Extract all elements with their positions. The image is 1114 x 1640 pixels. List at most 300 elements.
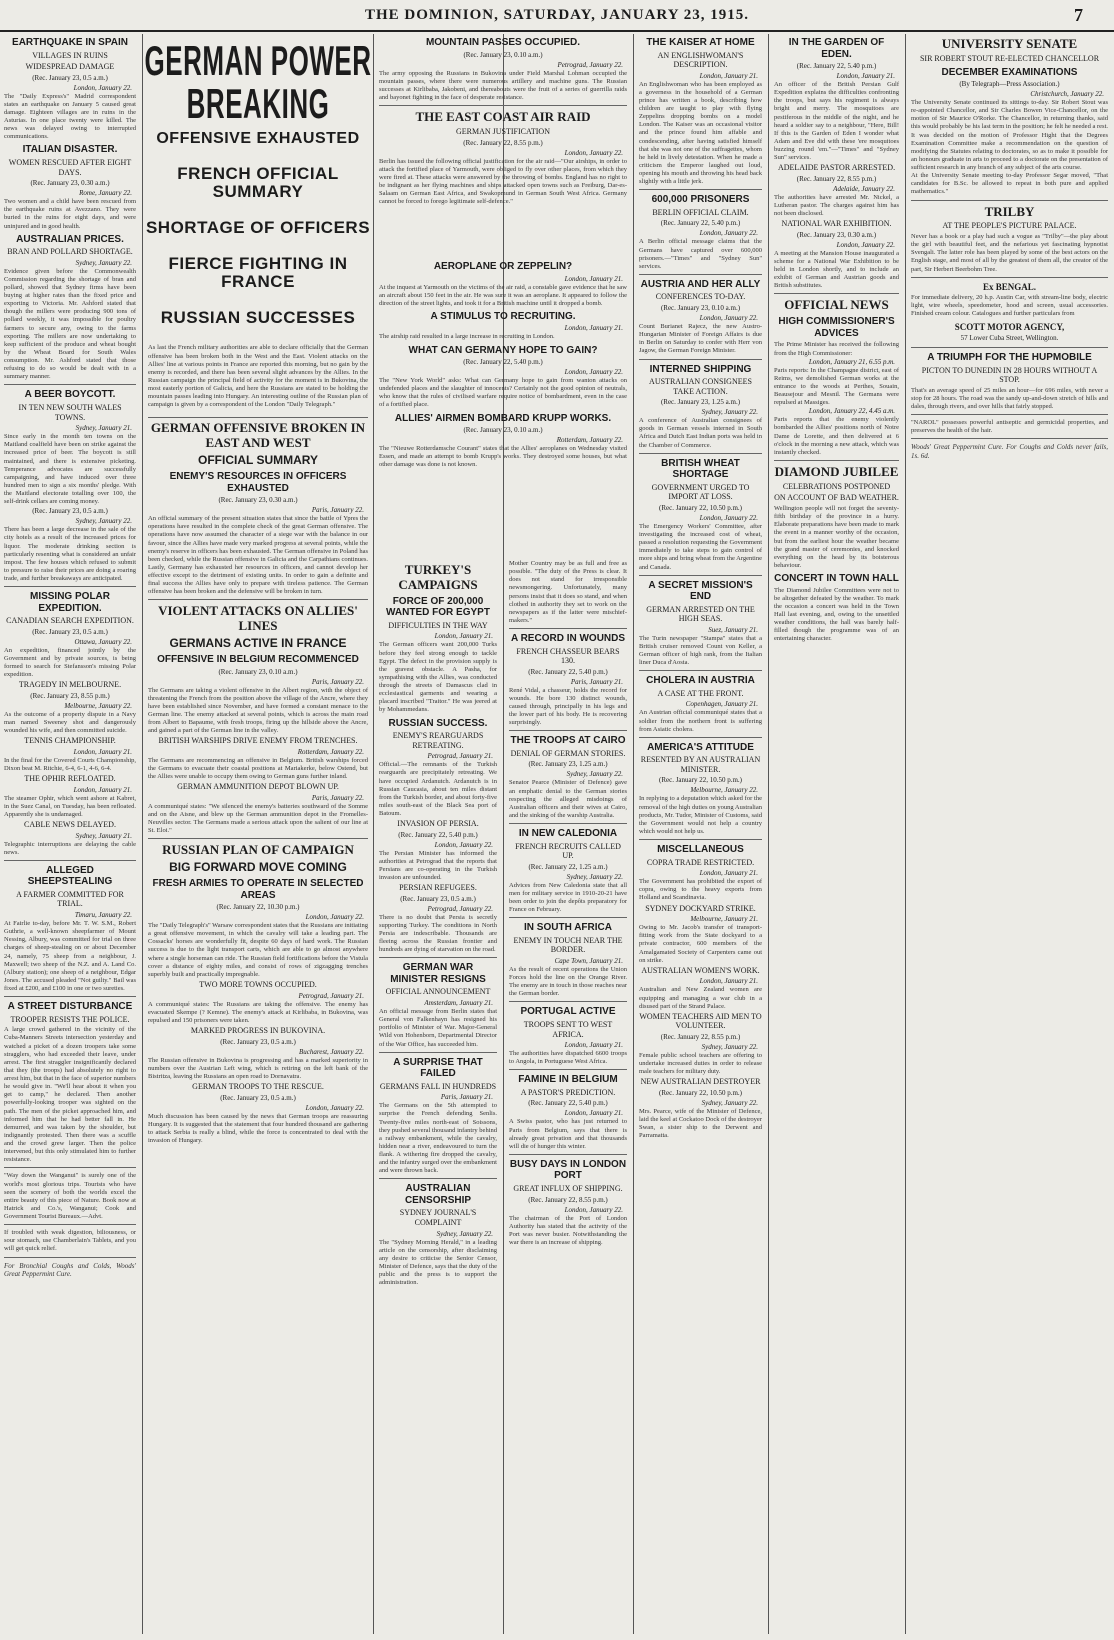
headline: MOUNTAIN PASSES OCCUPIED. xyxy=(425,37,581,48)
subheadline: OFFICIAL SUMMARY xyxy=(198,453,318,468)
article-body: Female public school teachers are offering to undertake increased duties in order to release male teachers for military duty. xyxy=(639,1051,764,1076)
article-body: At the University Senate meeting to-day Professor Segar moved, "That candidates for B.Sc. be allowed to repeat in both pure and applied mathematics." xyxy=(911,172,1110,196)
received-line: (Rec. January 23, 0.5 a.m.) xyxy=(400,894,476,903)
received-line: (Rec. January 22, 10.50 p.m.) xyxy=(658,503,742,512)
received-line: (Rec. January 22, 10.50 p.m.) xyxy=(658,776,742,785)
subheadline: PERSIAN REFUGEES. xyxy=(399,883,477,893)
headline: 600,000 PRISONERS xyxy=(651,194,750,206)
subheadline: TROOPER RESISTS THE POLICE. xyxy=(10,1014,130,1024)
article-body: The authorities have dispatched 6600 troops to Angola, in Portuguese West Africa. xyxy=(509,1050,629,1066)
column-3a xyxy=(375,560,501,1634)
subheadline: GERMANS ACTIVE IN FRANCE xyxy=(169,636,347,651)
headline: THE KAISER AT HOME xyxy=(646,37,755,48)
received-line: (Rec. January 23, 0.5 a.m.) xyxy=(32,73,108,82)
subheadline: AT THE PEOPLE'S PICTURE PALACE. xyxy=(942,221,1077,231)
headline: THE EAST COAST AIR RAID xyxy=(415,109,591,124)
column-3-mid xyxy=(375,258,631,558)
subheadline: CELEBRATIONS POSTPONED xyxy=(782,481,891,491)
article xyxy=(148,604,368,839)
subheadline: AN ENGLISHWOMAN'S DESCRIPTION. xyxy=(657,50,744,70)
received-line: (Rec. January 22, 8.55 p.m.) xyxy=(660,1032,741,1041)
article-body: Mrs. Pearce, wife of the Minister of Defence, laid the keel at Cockatoo Dock of the destroyer Swan, a sister ship to the Derwent and Parramatta. xyxy=(639,1107,764,1140)
article-body: The Prime Minister has received the following from the High Commissioner: xyxy=(774,341,901,357)
received-line: (Rec. January 22, 5.40 p.m.) xyxy=(660,219,741,228)
column-4 xyxy=(635,34,766,1634)
dateline: Melbourne, January 22. xyxy=(64,701,132,710)
subheadline: TWO MORE TOWNS OCCUPIED. xyxy=(199,979,317,989)
article-body: The airship raid resulted in a large increase in recruiting in London. xyxy=(379,333,555,341)
article-body: Owing to Mr. Jacob's transfer of transport-fitting work from the State dockyard to a private contractor, 600 members of the Amalgamated Society of Carpenters came out on strike. xyxy=(639,924,764,964)
headline: AUSTRIA AND HER ALLY xyxy=(640,278,761,290)
received-line: (Rec. January 22, 5.40 p.m.) xyxy=(463,358,543,366)
received-line: (Rec. January 23, 0.5 a.m.) xyxy=(220,1037,296,1046)
article-body: Official.—The remnants of the Turkish rearguards are precipitately retreating. We have occupied Ardanutch. Ardanutch is in Russian Caucasia, about ten miles distant from the Turkish border, and about forty-five miles south-east of the Black Sea port of Batoum. xyxy=(379,761,499,818)
subheadline: SYDNEY DOCKYARD STRIKE. xyxy=(645,903,756,913)
dateline: Rotterdam, January 22. xyxy=(297,747,364,756)
headline: GERMAN WAR MINISTER RESIGNS xyxy=(390,962,486,985)
headline: CHOLERA IN AUSTRIA xyxy=(646,675,755,687)
article-body: A Berlin official message claims that the Germans have captured over 600,000 prisoners.—"Times" and "Sydney Sun" services. xyxy=(639,238,764,270)
subheadline: DECEMBER EXAMINATIONS xyxy=(941,66,1078,78)
dateline: London, January 21. xyxy=(434,632,493,641)
headline: ALLIES' AIRMEN BOMBARD KRUPP WORKS. xyxy=(394,412,612,424)
article-body: An expedition, financed jointly by the Government and by private sources, is being formed to search for Stefansson's missing Polar expedition. xyxy=(4,646,138,679)
headline: EARTHQUAKE IN SPAIN xyxy=(12,37,128,48)
article xyxy=(509,1074,627,1155)
subheadline: MARKED PROGRESS IN BUKOVINA. xyxy=(190,1025,326,1035)
article xyxy=(4,865,136,997)
received-line: (Rec. January 23, 0.30 a.m.) xyxy=(218,496,298,505)
subheadline: BIG FORWARD MOVE COMING xyxy=(169,860,347,875)
advert-firm: SCOTT MOTOR AGENCY, xyxy=(954,322,1065,333)
advert-heading: A TRIUMPH FOR THE HUPMOBILE xyxy=(927,352,1092,364)
article-body: Paris reports: In the Champagne district, east of Reims, we demolished German works at the entrance to the woods at Perthes, Souain, Beausejour and Mesnil. The Germans were repulsed at Massiges. xyxy=(774,366,901,407)
article-body: The "Daily Telegraph's" Warsaw correspondent states that the Russians are initiating a great offensive movement, in which the cavalry will take a leading part. The Cossacks' horses are wonderfully fit, despite 60 days of hard work. The Russian success is due to the light transport carts, which are able to go almost anywhere where a single horseman can ride. The Russian field fortifications before the Vistula cover a distance of eighty miles, and consist of rows of zigzagging trenches superbly built and practically impregnable. xyxy=(148,922,370,978)
advertisement xyxy=(4,1229,136,1257)
article xyxy=(639,675,762,737)
received-line: (Rec. January 22, 10.30 p.m.) xyxy=(216,903,300,912)
dateline: London, January 22. xyxy=(564,148,623,157)
headline: RUSSIAN PLAN OF CAMPAIGN xyxy=(162,842,354,858)
received-line: (Rec. January 22, 8.55 p.m.) xyxy=(528,1195,608,1204)
received-line: (Rec. January 22, 5.40 p.m.) xyxy=(398,830,478,839)
dateline: London, January 22. xyxy=(699,314,758,322)
masthead-title: THE DOMINION, SATURDAY, JANUARY 23, 1915. xyxy=(365,7,749,23)
column-rule xyxy=(142,34,143,1634)
received-line: (Rec. January 23, 0.5 a.m.) xyxy=(32,507,108,516)
dateline: London, January 22. xyxy=(699,513,758,522)
advert-text: For Bronchial Coughs and Colds, Woods' Great Peppermint Cure. xyxy=(4,1261,138,1279)
headline: IN THE GARDEN OF EDEN. xyxy=(788,37,885,60)
dateline: London, January 21, 6.55 p.m. xyxy=(808,357,895,366)
subheadline: DIFFICULTIES IN THE WAY xyxy=(388,620,488,630)
advertisement xyxy=(911,443,1108,464)
dateline: London, January 21. xyxy=(699,869,758,878)
deck-headline: OFFENSIVE EXHAUSTED xyxy=(156,129,360,147)
article-body: A meeting at the Mansion House inaugurated a scheme for a National War Exhibition to be held in London shortly, and to include an exhibit of German and Austrian goods and British substitutes. xyxy=(774,249,901,290)
dateline: Rome, January 22. xyxy=(79,189,132,198)
article-body: The "Nieuwe Rotterdamsche Courant" states that the Allies' aeroplanes on Wednesday visited Essen, and made an attempt to bomb Krupp's works. They destroyed some houses, but what other damage was done is not known. xyxy=(379,445,629,469)
dateline: Sydney, January 22. xyxy=(701,408,758,417)
dateline: Cape Town, January 21. xyxy=(554,956,623,965)
article xyxy=(509,1006,627,1070)
dateline: London, January 21. xyxy=(699,977,758,986)
headline: A STIMULUS TO RECRUITING. xyxy=(430,310,576,322)
article xyxy=(509,633,627,731)
article xyxy=(379,37,627,106)
article xyxy=(639,580,762,672)
dateline: Sydney, January 22. xyxy=(566,872,623,881)
headline: UNIVERSITY SENATE xyxy=(941,36,1078,51)
article-body: As the result of recent operations the Union Forces hold the line on the Orange River. The enemy are in touch in those reaches near the German border. xyxy=(509,965,629,998)
advertisement xyxy=(911,419,1108,439)
article-body: An officer of the British Persian Gulf Expedition explains the difficulties confronting the troops, but says his regiment is always bright and merry. The mosquitoes are pestiferous in the middle of the night, and he heard a soldier say to a neighbour, "Here, Bill! If this is the Garden of Eden I wonder what Adam and Eve did with these 'ere mosquitoes buzzing round 'em."—"Times" and "Sydney Sun" services. xyxy=(774,81,901,162)
subheadline: SIR ROBERT STOUT RE-ELECTED CHANCELLOR xyxy=(919,53,1100,63)
dateline: Paris, January 22. xyxy=(311,793,364,802)
article-body: The "Sydney Morning Herald," in a leading article on the censorship, after disclaiming any desire to criticise the Senior Censor, Minister of Defence, says that the duty of the public and the press is to support the administration. xyxy=(379,1238,499,1287)
advert-text: For immediate delivery, 20 h.p. Austin Car, with stream-line body, electric light, wire wheels, speedometer, hood and screen, usual accessories. Finished cream colour. Catalogues and further particulars from xyxy=(911,293,1110,317)
received-line: (Rec. January 22, 10.50 p.m.) xyxy=(658,1088,742,1097)
article xyxy=(509,735,627,824)
article xyxy=(4,389,136,587)
subheadline: BRITISH WARSHIPS DRIVE ENEMY FROM TRENCHES. xyxy=(158,736,358,746)
headline: AUSTRALIAN CENSORSHIP xyxy=(404,1183,472,1206)
article xyxy=(639,742,762,840)
headline: BRITISH WHEAT SHORTAGE xyxy=(661,457,740,481)
dateline: Sydney, January 22. xyxy=(701,1098,758,1107)
headline: GERMAN OFFENSIVE BROKEN IN EAST AND WEST xyxy=(150,420,366,451)
subheadline: FRENCH RECRUITS CALLED UP. xyxy=(515,841,621,861)
subheadline: HIGH COMMISSIONER'S ADVICES xyxy=(778,316,895,339)
article-body: Mother Country may be as full and free as possible. "The duty of the Press is clear. It does not stand for irresponsible newsmongering. Unfortunately, many persons insist that it does so stand, and when clothed in authority they set to work on the newspapers as if the latter were mischief-makers." xyxy=(509,560,629,624)
subheadline: TRAGEDY IN MELBOURNE. xyxy=(18,680,122,690)
subheadline: OFFENSIVE IN BELGIUM RECOMMENCED xyxy=(157,654,359,666)
article-body: An Englishwoman who has been employed as a governess in the household of a German prince has written a book, describing how children are taught to play with flying Zeppelins dropping bombs on a model London. The Kaiser was an occasional visitor and the prince found him affable and condescending, after having satisfied himself that she was not one of the suffragettes, whom he held in lively detestation. When he made a criticism the Emperor laughed out loud, opening his mouth and throwing his head back slightly with a little jerk. xyxy=(639,80,764,186)
headline: AUSTRALIAN PRICES. xyxy=(16,233,124,245)
column-rule xyxy=(768,34,769,1634)
headline: MISSING POLAR EXPEDITION. xyxy=(29,591,110,614)
received-line: (Rec. January 23, 8.55 p.m.) xyxy=(30,691,110,700)
article xyxy=(509,828,627,918)
article xyxy=(509,560,627,629)
dateline: Paris, January 22. xyxy=(311,506,364,515)
headline: A STREET DISTURBANCE xyxy=(7,1001,133,1013)
subheadline: COPRA TRADE RESTRICTED. xyxy=(646,857,755,867)
intro-paragraph: As last the French military authorities are able to declare officially that the German offensive has been broken both in the West and the East. Violent attacks on the Allies' line at various points in France are reported this morning, but no gain by the enemy is recorded, and there has been several slight advances by the Allies. In the Russian campaign the principal field of activity for the moment is in Bukovina, the most easterly portion of Galicia, and here the Russians are stated to be holding the mountain passes leading into Hungary. An interesting outline of the Russian plan of campaign is given by a correspondent of the London "Daily Telegraph." xyxy=(148,344,370,409)
article xyxy=(379,1183,497,1290)
received-line: (Rec. January 23, 0.10 a.m.) xyxy=(463,426,543,434)
headline: IN SOUTH AFRICA xyxy=(524,922,612,934)
article-body: The Turin newspaper "Stampa" states that a British cruiser removed Count von Keller, a German officer of high rank, from the Italian liner Duca d'Aosta. xyxy=(639,634,764,667)
article-body: The "New York World" asks: What can Germany hope to gain from wanton attacks on undefended places and the slaughter of innocents? Certainly not the good opinion of neutrals, who know that the rules of civilised warfare require notice of bombardment, even in the case of a fortified place. xyxy=(379,377,629,409)
column-3-top xyxy=(375,34,631,254)
subheadline: AUSTRALIAN WOMEN'S WORK. xyxy=(641,965,760,975)
dateline: Copenhagen, January 21. xyxy=(685,700,758,709)
received-line: (Rec. January 22, 5.40 p.m.) xyxy=(528,667,608,676)
column-rule xyxy=(373,34,374,1634)
article xyxy=(148,417,368,600)
article-body: As the outcome of a property dispute in a Navy man named Sweeney shot and dangerously wounded his wife, and then committed suicide. xyxy=(4,710,138,735)
deck-headline: FIERCE FIGHTING IN FRANCE xyxy=(168,253,348,291)
subheadline: IN TEN NEW SOUTH WALES TOWNS. xyxy=(18,402,122,422)
article-body: The steamer Ophir, which went ashore at Kabret, in the Suez Canal, on Tuesday, has been refloated. Apparently she is undamaged. xyxy=(4,794,138,818)
dateline: London, January 21. xyxy=(564,1041,623,1050)
dateline: Sydney, January 22. xyxy=(75,258,132,267)
article-body: Australian and New Zealand women are equipping and managing a war club in a disused part of the Strand Palace. xyxy=(639,986,764,1010)
article xyxy=(379,1057,497,1180)
dateline: Petrograd, January 21. xyxy=(427,752,493,761)
headline: PORTUGAL ACTIVE xyxy=(520,1006,616,1018)
article-body: The German officers want 200,000 Turks before they feel strong enough to tackle Egypt. The defect in the provision supply is the gravest obstacle. A Pasha, for sympathising with the Allies, was conducted through the streets of Damascus clad in ecclesiastical garments and wearing a placard inscribed "Traitor." He was jeered at by Mohammedans. xyxy=(379,641,499,714)
advertisement xyxy=(4,1172,136,1225)
received-line: (Rec. January 22, 8.55 p.m.) xyxy=(796,174,877,183)
article xyxy=(911,205,1108,278)
dateline: Sydney, January 21. xyxy=(75,831,132,840)
headline: FAMINE IN BELGIUM xyxy=(518,1074,618,1086)
article-body: The Germans are taking a violent offensive in the Albert region, with the object of threatening the French from the position above the village of the Ancre, where they have been established since November, and have formed a constant menace to the German line. The enemy attacked at several points, which is across the main road from Albert to Bapaume, with fresh troops, firing up the hillside above the Ancre, and gained a part of the German line in the valley. xyxy=(148,686,370,735)
article-body: Since early in the month ten towns on the Maitland coalfield have been on strike against the increased price of beer. The boycott is still maintained, and there is extensive picketing. Temperance advocates are successfully campaigning, and have induced over three hundred men to sign a six months' pledge. With the Maitland electorate totalling over 100, the self-drink cellars are coming money. xyxy=(4,433,138,506)
headline: ITALIAN DISASTER. xyxy=(22,144,118,156)
subheadline: A FARMER COMMITTED FOR TRIAL. xyxy=(16,889,124,909)
dateline: Melbourne, January 21. xyxy=(690,915,758,924)
subheadline: CABLE NEWS DELAYED. xyxy=(24,820,116,830)
dateline: Sydney, January 21. xyxy=(75,424,132,433)
subheadline: RESENTED BY AN AUSTRALIAN MINISTER. xyxy=(640,755,761,774)
subheadline: GREAT INFLUX OF SHIPPING. xyxy=(513,1183,623,1193)
article-body: The authorities have arrested Mr. Nickel, a Lutheran pastor. The charges against him has not been disclosed. xyxy=(774,193,901,218)
article-body: Senator Pearce (Minister of Defence) gave an emphatic denial to the German stories respecting the alleged misdoings of Australian officers and their wives at Cairo, and the sinking of the warship Australia. xyxy=(509,779,629,819)
article xyxy=(379,563,497,958)
article xyxy=(911,37,1108,201)
subheadline: THE OPHIR REFLOATED. xyxy=(24,774,116,784)
subheadline: BERLIN OFFICIAL CLAIM. xyxy=(652,207,749,217)
article-body: Much discussion has been caused by the news that German troops are reassuring Hungary. It is suggested that the statement that four hundred thousand are gathering to attack Serbia is really a blind, while the force is concentrated to deal with the invasion of Hungary. xyxy=(148,1112,370,1144)
headline: CONCERT IN TOWN HALL xyxy=(774,573,899,584)
subheadline: FRESH ARMIES TO OPERATE IN SELECTED AREAS xyxy=(152,878,364,901)
headline: WHAT CAN GERMANY HOPE TO GAIN? xyxy=(408,344,598,356)
subheadline: NEW AUSTRALIAN DESTROYER xyxy=(640,1077,761,1087)
headline: TRILBY xyxy=(984,203,1035,219)
column-1 xyxy=(0,34,140,1634)
subheadline: SYDNEY JOURNAL'S COMPLAINT xyxy=(399,1208,477,1227)
article-body: The Russian offensive in Bukovina is progressing and has a marked superiority in numbers over the Austrian Left wing, which is retiring on the left bank of the Bistritza, leaving the Russians an open road to Dornavatra. xyxy=(148,1056,370,1080)
article-body: Count Burianet Rajecz, the new Austro-Hungarian Minister of Foreign Affairs is due in Berlin on Saturday to confer with Herr von Jagow, the German Foreign Minister. xyxy=(639,323,764,355)
received-line: (Rec. January 23, 1.25 a.m.) xyxy=(660,398,741,407)
headline: ALLEGED SHEEPSTEALING xyxy=(27,864,113,888)
headline: BUSY DAYS IN LONDON PORT xyxy=(509,1158,627,1182)
column-rule xyxy=(905,34,906,1634)
page-number: 7 xyxy=(1074,5,1084,25)
subheadline: WIDESPREAD DAMAGE xyxy=(25,62,115,72)
dateline: London, January 22. xyxy=(564,1205,623,1214)
dateline: London, January 22. xyxy=(305,1103,364,1112)
received-line: (Rec. January 23, 0.10 a.m.) xyxy=(218,667,298,676)
headline: IN NEW CALEDONIA xyxy=(518,828,618,840)
headline: A SURPRISE THAT FAILED xyxy=(393,1056,483,1080)
article-body: René Vidal, a chasseur, holds the record for wounds. He bore 130 distinct wounds, caused through, principally in his legs and the lower part of his body. He is recovering surprisingly. xyxy=(509,686,629,727)
subheadline: FORCE OF 200,000 WANTED FOR EGYPT xyxy=(386,595,490,619)
credit-line: (By Telegraph—Press Association.) xyxy=(959,80,1060,89)
dateline: Rotterdam, January 22. xyxy=(556,436,623,444)
advert-text: "NAROL" possesses powerful antiseptic and germicidal properties, and preserves the health of the hair. xyxy=(911,419,1110,435)
received-line: (Rec. January 22, 5.40 p.m.) xyxy=(528,1099,608,1108)
article-body: Berlin has issued the following official justification for the air raid—"Our airships, in order to attack the fortified place of Yarmouth, were obliged to fly over other places, from which they were fired at. These attacks were answered by the throwing of bombs. England has no right to be indignant as her flying machines and ships attacked open towns such as Freiburg, Dar-es-Salaam on German East Africa, and Swakopmund in German South West Africa. Germany cannot be forced to forego legitimate self-defence." xyxy=(379,157,629,206)
advertisement xyxy=(911,282,1108,348)
subheadline: NATIONAL WAR EXHIBITION. xyxy=(781,219,892,229)
dateline: Petrograd, January 22. xyxy=(427,904,493,913)
dateline: London, January 21. xyxy=(699,71,758,80)
headline: AEROPLANE OR ZEPPELIN? xyxy=(433,261,573,272)
subheadline: GERMANS FALL IN HUNDREDS xyxy=(379,1081,497,1091)
dateline: London, January 22, 4.45 a.m. xyxy=(808,407,895,416)
article xyxy=(509,1159,627,1250)
article-body: An official message from Berlin states that General von Falkenhayn has resigned his portfolio of Minister of War. Major-General Wild von Hohenborn, Departmental Director of the War Office, has succeeded him. xyxy=(379,1008,499,1048)
article xyxy=(639,37,762,190)
headline: THE TROOPS AT CAIRO xyxy=(510,735,626,747)
article-body: The Emergency Workers' Committee, after investigating the increased cost of wheat, passed a resolution requesting the Government immediately to take steps to gain control of more ships and bring wheat from the Argentine and Canada. xyxy=(639,522,764,571)
masthead xyxy=(0,0,1114,32)
dateline: Ottawa, January 22. xyxy=(74,637,132,646)
article-body: Evidence given before the Commonwealth Commission regarding the shortage of bran and pollard, showed that Sydney firms have been buying at higher rates than the fixed price and exporting to Victoria. Mr. Ashford stated that though the millers were producing 900 tons of pollard weekly, it was impossible for poultry farmers to secure any, owing to the farms exporting. The millers are now undertaking to keep sufficient of the produce and wheat bought by the Wheat Board for South Wales consumption. Mr. Ashford stated that those refusing to do so would be dealt with in a summary manner. xyxy=(4,267,138,381)
subheadline: A CASE AT THE FRONT. xyxy=(657,688,744,698)
dateline: Timaru, January 22. xyxy=(74,911,132,920)
article xyxy=(379,110,627,209)
article-body: The Germans on the 5th attempted to surprise the French defending Senlis. Twenty-five miles north-east of Soissons, they pushed several thousand infantry behind a railway embankment, while the cavalry, hidden near a river, endeavoured to turn the flank. A withering fire dropped the cavalry, and the infantry surged over the embankment and were thrown back. xyxy=(379,1102,499,1175)
advertisement xyxy=(4,1262,136,1283)
column-5 xyxy=(770,34,903,1634)
subheadline: GERMAN AMMUNITION DEPOT BLOWN UP. xyxy=(177,782,339,792)
article-body: The Persian Minister has informed the authorities at Petrograd that the reports that Persians are co-operating in the Turkish invasion are unfounded. xyxy=(379,849,499,882)
article-body: A large crowd gathered in the vicinity of the Cuba-Manners Streets intersection yesterday and watched a picket of a dozen troopers take some stragglers, who had exceeded their leave, under arrest. The first straggler insignificantly declared that they (the troops) had absolutely no right to arrest him, but that in the face of superior numbers he would give in. "We'll hear about it when you get to camp," he declared. Then another powerfully-looking trooper was sighted on the path. The men of the picket approached him, and informed him that he had better fall in. He demurred, and was taken by the shoulder, but indignantly protested. Then there was a scuffle and the crowd grew larger. Then the police intervened, but this only stimulated him to further resistance. xyxy=(4,1026,138,1164)
advert-text: "Way down the Wanganui" is surely one of the world's most glorious trips. Tourists who have seen the scenery of both the worlds excel the entire beauty of this piece of Nature. Book now at Hatrick and Co.'s, Wanganui; Cook and Government Tourist Bureaux.—Advt. xyxy=(4,1172,138,1221)
article-body: At the inquest at Yarmouth on the victims of the air raid, a constable gave evidence that he saw an aircraft about 150 feet in the air. He was sure it was an aeroplane. It appeared to follow the direction of the street lights, and took it for a British machine until it dropped a bomb. xyxy=(379,283,629,307)
article xyxy=(774,465,899,647)
headline: A SECRET MISSION'S END xyxy=(648,579,753,603)
article-body: Never has a book or a play had such a vogue as "Trilby"—the play about the girl with beautiful feet, and the nefarious yet fascinating hypnotist Svengali. The latter role has been played by some of the best actors on the English stage, and most of all by the greatest of them all, the creator of the part, Sir Herbert Beerbohm Tree. xyxy=(911,233,1110,273)
article-body: A communiqué states: "We silenced the enemy's batteries southward of the Somme and on the Aisne, and blew up the German ammunition depot in the Fromelles-Neuvilles sector. The Germans made a serious attack upon the salient of our line at St. Eloi." xyxy=(148,802,370,835)
subheadline: BRAN AND POLLARD SHORTAGE. xyxy=(7,247,133,257)
subheadline: VILLAGES IN RUINS xyxy=(32,50,108,60)
dateline: London, January 22. xyxy=(699,229,758,238)
article xyxy=(774,37,899,294)
article-body: The Diamond Jubilee Committees were not to be altogether defeated by the weather. To mark the occasion a concert was held in the Town Hall last evening, and, owing to the unsettled weather conditions, the hall was barely half-filled though the programme was of an entertaining character. xyxy=(774,586,901,643)
subheadline: TROOPS SENT TO WEST AFRICA. xyxy=(523,1019,613,1039)
subheadline: INVASION OF PERSIA. xyxy=(397,819,479,829)
received-line: (Rec. January 23, 1.25 a.m.) xyxy=(528,760,608,769)
advertisement xyxy=(911,352,1108,415)
subheadline: WOMEN RESCUED AFTER EIGHT DAYS. xyxy=(8,157,132,177)
article xyxy=(639,844,762,1143)
column-6 xyxy=(907,34,1112,1634)
dateline: Amsterdam, January 21. xyxy=(424,999,493,1008)
dateline: Sydney, January 22. xyxy=(436,1229,493,1238)
column-2 xyxy=(144,34,372,1634)
article-body: An Austrian official communiqué states that a soldier from the northern front is suffering from Asiatic cholera. xyxy=(639,709,764,733)
dateline: London, January 21. xyxy=(564,1109,623,1118)
article-body: The Government has prohibited the export of copra, owing to the heavy exports from Holland and Scandinavia. xyxy=(639,878,764,902)
received-line: (Rec. January 23, 0.30 a.m.) xyxy=(796,230,877,239)
headline: TURKEY'S CAMPAIGNS xyxy=(398,562,478,592)
dateline: London, January 22. xyxy=(305,913,364,922)
advert-text: Woods' Great Peppermint Cure. For Coughs and Colds never fails, 1s. 6d. xyxy=(911,443,1110,461)
subheadline: CANADIAN SEARCH EXPEDITION. xyxy=(6,616,134,626)
article-body: Telegraphic interruptions are delaying the cable news. xyxy=(4,840,138,856)
headline: VIOLENT ATTACKS ON ALLIES' LINES xyxy=(158,603,358,634)
received-line: (Rec. January 23, 0.5 a.m.) xyxy=(220,1093,296,1102)
article xyxy=(4,37,136,385)
article xyxy=(639,364,762,454)
subheadline: AUSTRALIAN CONSIGNEES TAKE ACTION. xyxy=(649,377,752,396)
dateline: Paris, January 22. xyxy=(311,677,364,686)
subheadline: GOVERNMENT URGED TO IMPORT AT LOSS. xyxy=(651,482,750,502)
article-body: A conference of Australian consignees of goods in German vessels interned in South Africa and Dutch East Indian ports was held in the Chamber of Commerce. xyxy=(639,417,764,449)
column-3b xyxy=(505,560,631,1634)
subheadline: WOMEN TEACHERS AID MEN TO VOLUNTEER. xyxy=(639,1011,762,1031)
deck-headline: SHORTAGE OF OFFICERS xyxy=(145,218,371,238)
deck-headline: RUSSIAN SUCCESSES xyxy=(160,307,356,327)
subheadline: DENIAL OF GERMAN STORIES. xyxy=(510,748,626,758)
article-body: A Swiss pastor, who has just returned to Paris from Belgium, says that there is already great privation and that thousands will die of hunger this winter. xyxy=(509,1118,629,1150)
article xyxy=(148,843,368,1148)
article xyxy=(639,279,762,360)
subheadline: CONFERENCES TO-DAY. xyxy=(655,292,746,302)
headline: DIAMOND JUBILEE xyxy=(774,463,899,479)
article-body: The "Daily Express's" Madrid correspondent states an earthquake on January 5 caused great damage. Eighteen villages are in ruins in the Asturias. In one place twenty were killed. The news was delayed owing to interrupted communications. xyxy=(4,92,138,141)
article xyxy=(4,591,136,861)
received-line: (Rec. January 22, 8.55 p.m.) xyxy=(463,138,543,147)
subheadline: A PASTOR'S PREDICTION. xyxy=(520,1087,616,1097)
received-line: (Rec. January 23, 0.30 a.m.) xyxy=(30,179,110,188)
dateline: Adelaide, January 22. xyxy=(833,184,895,193)
headline: INTERNED SHIPPING xyxy=(649,363,752,375)
subheadline: GERMAN TROOPS TO THE RESCUE. xyxy=(192,1081,324,1091)
received-line: (Rec. January 22, 5.40 p.m.) xyxy=(796,62,877,70)
dateline: Suez, January 21. xyxy=(708,625,758,634)
article-body: An official summary of the present situation states that since the battle of Ypres the operations have resulted in the complete check of the great German offensive. The operations have now assumed the character of a siege war with the balance in our favour, since the Allies have made very marked progress at several points, while the enemy's reserve in officers has been exhausted. The German offensive in Poland has been checked, while the Russian offensive in Galicia and the Carpathians continues. Lastly, Germany has exhausted her resources in officers, and cannot develop her effective except to the detriment of existing units. In order to gain a definite and final success the Allies have only to prepare with tireless patience. The German offensive has been broken and the defensive will be broken in turn. xyxy=(148,515,370,596)
dateline: Sydney, January 22. xyxy=(701,1042,758,1051)
article xyxy=(774,298,899,460)
dateline: Melbourne, January 22. xyxy=(690,786,758,795)
advert-heading: Ex BENGAL. xyxy=(982,281,1036,292)
article-body: A communiqué states: The Russians are taking the offensive. The enemy has evacuated Skempe (? Kemne). The enemy's attack at Kirlibaba, in Bukovina, was repulsed and 150 prisoners were taken. xyxy=(148,1000,370,1024)
article-body: Two women and a child have been rescued from the earthquake ruins at Avezzano. They were buried in the ruins for eight days, and were uninjured and in good health. xyxy=(4,198,138,230)
dateline: Bucharest, January 22. xyxy=(298,1047,364,1056)
article xyxy=(639,458,762,576)
dateline: Sydney, January 22. xyxy=(566,770,623,779)
dateline: Sydney, January 22. xyxy=(75,517,132,526)
article-body: Advices from New Caledonia state that all men for military service in 1910-20-21 have been order to join the depôts preparatory for France on February. xyxy=(509,881,629,914)
subheadline: ON ACCOUNT OF BAD WEATHER. xyxy=(774,493,899,503)
dateline: London, January 22. xyxy=(836,240,895,249)
subheadline: ENEMY'S REARGUARDS RETREATING. xyxy=(392,731,484,750)
received-line: (Rec. January 22, 1.25 a.m.) xyxy=(528,862,608,871)
received-line: (Rec. January 23, 0.10 a.m.) xyxy=(660,304,741,312)
article xyxy=(639,194,762,275)
subheadline: GERMAN JUSTIFICATION xyxy=(455,126,550,136)
article xyxy=(379,261,627,472)
dateline: Paris, January 21. xyxy=(570,677,623,686)
dateline: Christchurch, January 22. xyxy=(1030,90,1104,99)
subheadline: GERMAN ARRESTED ON THE HIGH SEAS. xyxy=(646,604,755,624)
advert-address: 57 Lower Cuba Street, Wellington. xyxy=(960,334,1059,343)
dateline: London, January 21. xyxy=(564,324,623,333)
subheadline: FRENCH CHASSEUR BEARS 130. xyxy=(516,646,620,666)
article-body: In the final for the Covered Courts Championship, Dixon beat M. Ritchie, 6-4, 6-1, 4-6, 6-4. xyxy=(4,756,138,772)
dateline: London, January 21. xyxy=(73,747,132,756)
article-body: The Germans are recommencing an offensive in Belgium. British warships forced the Germans to evacuate their coastal positions at Mariakerke, below Ostend, but the Allies were unable to occupy them owing to German guns further inland. xyxy=(148,756,370,781)
headline: A RECORD IN WOUNDS xyxy=(510,633,626,644)
deck-headline: FRENCH OFFICIAL SUMMARY xyxy=(177,164,339,202)
